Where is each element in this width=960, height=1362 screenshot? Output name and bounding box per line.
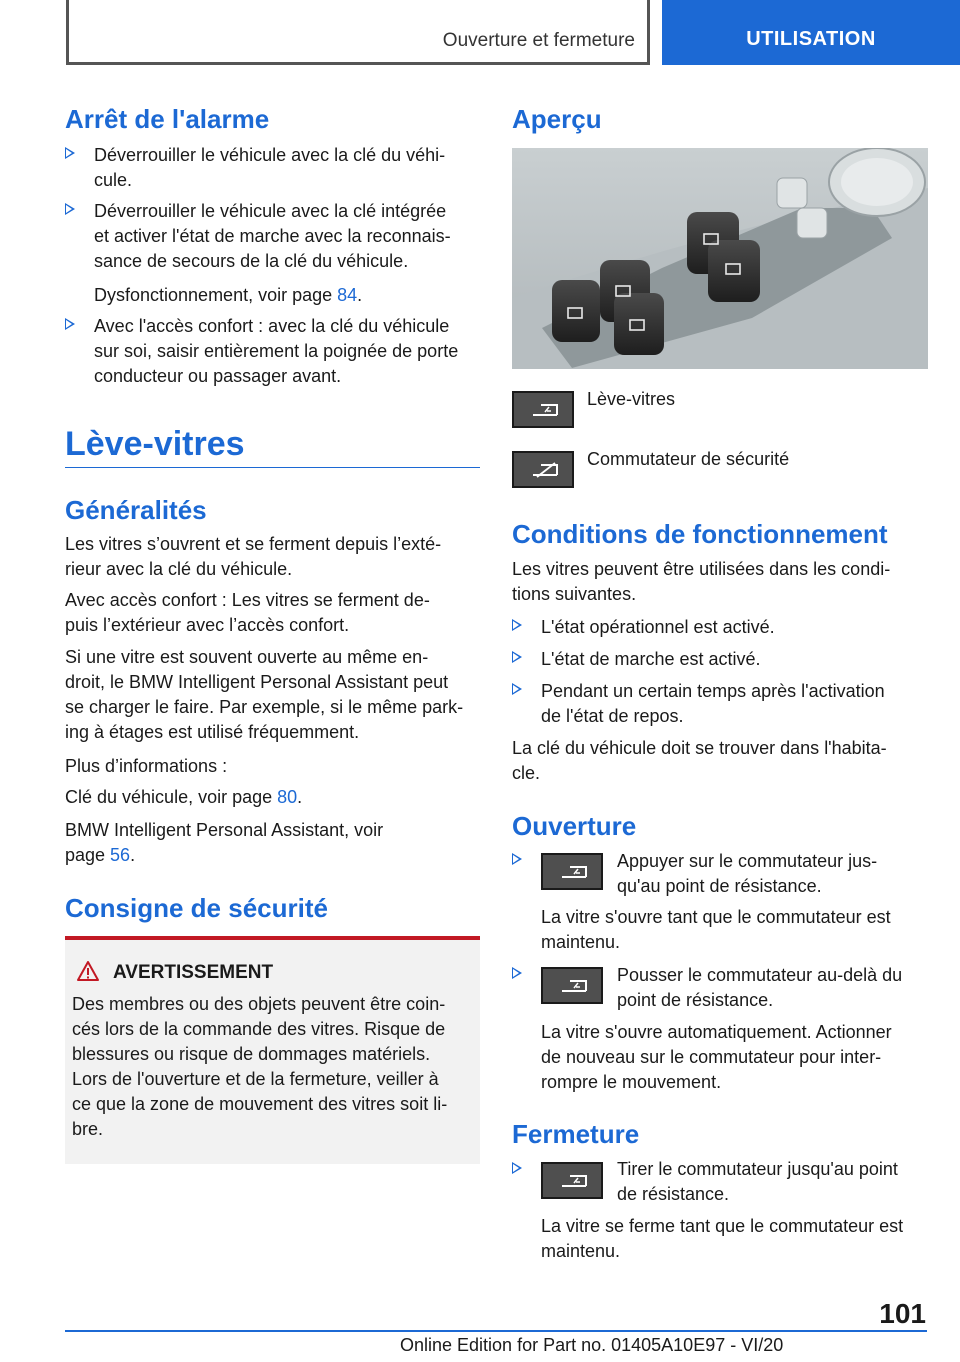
section-title: Ouverture et fermeture — [442, 30, 635, 51]
reference-key: Clé du véhicule, voir page 80. — [65, 787, 303, 807]
open-step-2-note: La vitre s'ouvre automatiquement. Actionner de nouveau sur le commutateur pour inter- rompre le mouvement. — [541, 1022, 892, 1092]
condition-item-1: L'état opérationnel est activé. — [512, 615, 928, 640]
page-link[interactable]: 84 — [337, 285, 358, 305]
alarm-item-3: Avec l'accès confort : avec la clé du véhicule sur soi, saisir entièrement la poignée de porte conducteur ou passager avant. — [65, 314, 480, 389]
door-panel-image — [512, 148, 928, 369]
window-switch-icon — [541, 1162, 603, 1199]
condition-item-2: L'état de marche est activé. — [512, 647, 928, 672]
condition-item-3: Pendant un certain temps après l'activation de l'état de repos. — [512, 679, 928, 729]
window-switch-icon — [541, 967, 603, 1004]
general-heading: Généralités — [65, 495, 207, 525]
more-info-label: Plus d’informations : — [65, 756, 228, 776]
warning-box — [65, 936, 480, 1164]
page-number: 101 — [879, 1298, 926, 1329]
alarm-heading: Arrêt de l'alarme — [65, 104, 270, 134]
edition-text: Online Edition for Part no. 01405A10E97 - VI/20 — [400, 1335, 784, 1355]
warning-title: AVERTISSEMENT — [113, 962, 274, 983]
alarm-item-2: Déverrouiller le véhicule avec la clé intégrée et activer l'état de marche avec la reconnais- sance de secours de la clé du véhicule. — [65, 199, 480, 274]
alarm-item-1: Déverrouiller le véhicule avec la clé du véhi- cule. — [65, 143, 480, 193]
footer-rule — [65, 1330, 927, 1332]
overview-heading: Aperçu — [512, 104, 602, 134]
warning-text: Des membres ou des objets peuvent être coin- cés lors de la commande des vitres. Risque de blessures ou risque de dommages matériels. Lors de l'ouverture et de la fermeture, veiller à ce que la zone de mouvement des vitres soit li- bre. — [72, 994, 448, 1139]
window-switch-icon — [512, 391, 574, 428]
closing-heading: Fermeture — [512, 1119, 640, 1149]
general-paragraph-2: Avec accès confort : Les vitres se ferment de- puis l’extérieur avec l’accès confort. — [65, 590, 430, 635]
open-step-2: Pousser le commutateur au-delà du point de résistance. — [617, 965, 903, 1010]
bullet-arrow-icon — [65, 147, 75, 159]
bullet-arrow-icon — [65, 203, 75, 215]
close-step-1: Tirer le commutateur jusqu'au point de résistance. — [617, 1159, 898, 1204]
bullet-arrow-icon — [512, 651, 522, 663]
malfunction-ref: Dysfonctionnement, voir page 84. — [94, 285, 363, 305]
conditions-note: La clé du véhicule doit se trouver dans l'habita- cle. — [512, 738, 887, 783]
page-link[interactable]: 80 — [277, 787, 298, 807]
opening-heading: Ouverture — [512, 811, 637, 841]
page-link[interactable]: 56 — [110, 845, 131, 865]
general-paragraph-3: Si une vitre est souvent ouverte au même en- droit, le BMW Intelligent Personal Assistant peut se charger le faire. Par exemple, si le même park- ing à étages est utilisé fréquemment. — [65, 647, 464, 742]
header-underline — [66, 62, 650, 65]
bullet-arrow-icon — [512, 619, 522, 631]
header-divider-right — [647, 0, 650, 64]
safety-switch-icon — [512, 451, 574, 488]
window-switch-icon — [541, 853, 603, 890]
chapter-tab[interactable]: UTILISATION — [662, 0, 960, 65]
bullet-arrow-icon — [512, 1162, 522, 1174]
conditions-intro: Les vitres peuvent être utilisées dans les condi- tions suivantes. — [512, 559, 891, 604]
bullet-arrow-icon — [512, 853, 522, 865]
heading-rule — [65, 467, 480, 468]
conditions-heading: Conditions de fonctionnement — [512, 519, 888, 549]
bullet-arrow-icon — [512, 967, 522, 979]
general-paragraph-1: Les vitres s’ouvrent et se ferment depuis l’exté- rieur avec la clé du véhicule. — [65, 534, 442, 579]
header-divider-left — [66, 0, 69, 64]
warning-triangle-icon — [76, 960, 100, 982]
reference-assistant: BMW Intelligent Personal Assistant, voir page 56. — [65, 820, 384, 865]
open-step-1-note: La vitre s'ouvre tant que le commutateur est maintenu. — [541, 907, 891, 952]
close-step-1-note: La vitre se ferme tant que le commutateur est maintenu. — [541, 1216, 904, 1261]
bullet-arrow-icon — [65, 318, 75, 330]
legend-window-lifter: Lève-vitres — [587, 389, 676, 409]
safety-heading: Consigne de sécurité — [65, 893, 328, 923]
main-heading: Lève-vitres — [65, 425, 245, 463]
legend-safety-switch: Commutateur de sécurité — [587, 449, 790, 469]
bullet-arrow-icon — [512, 683, 522, 695]
open-step-1: Appuyer sur le commutateur jus- qu'au point de résistance. — [617, 851, 878, 896]
